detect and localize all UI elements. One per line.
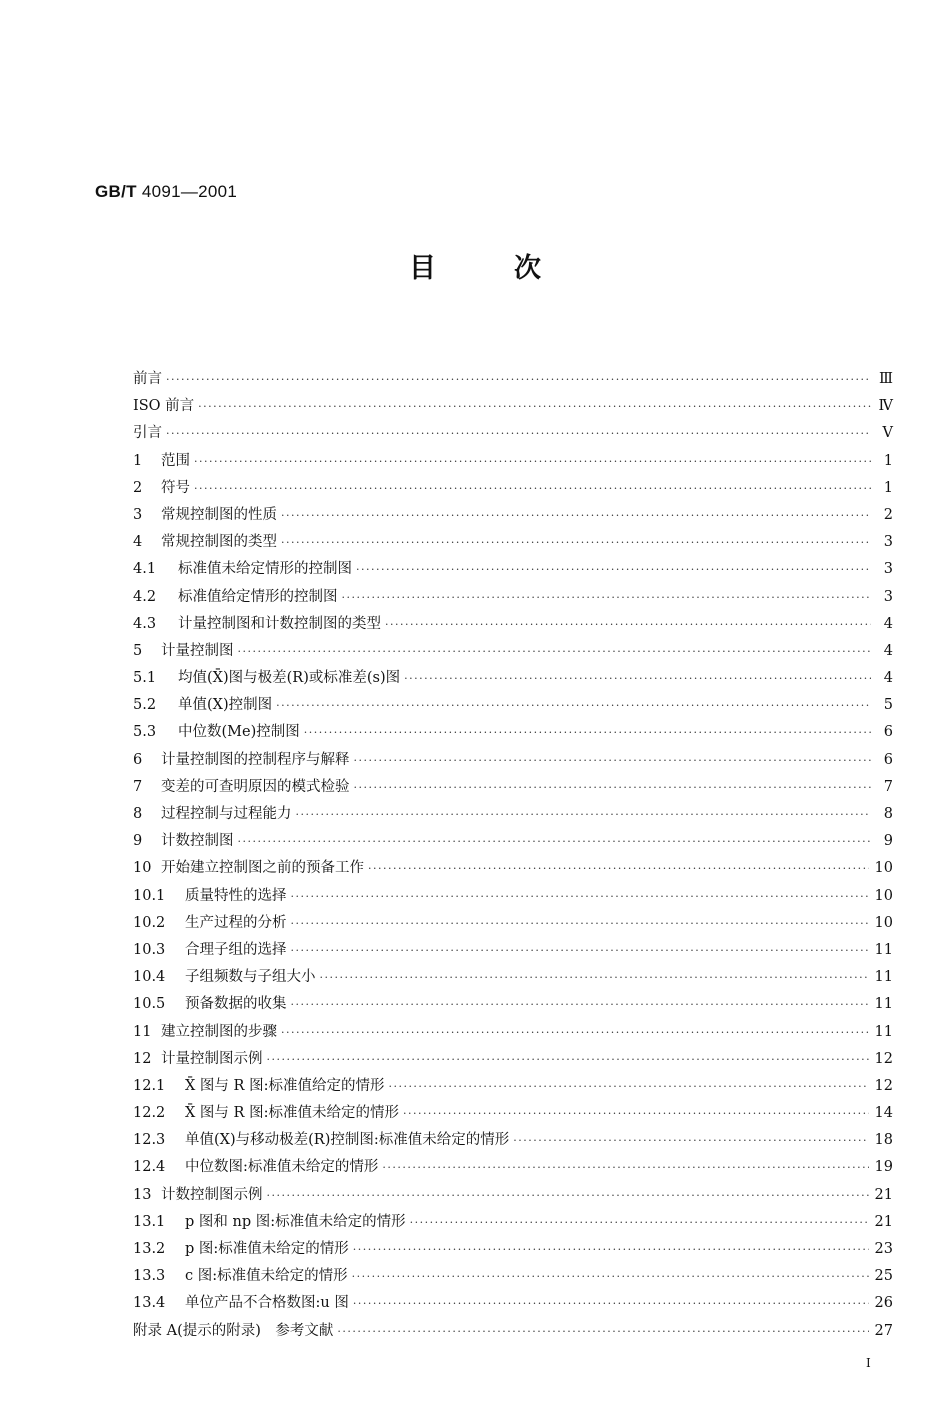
toc-entry-number: 5.1 (133, 670, 157, 687)
toc-entry[interactable] (133, 1073, 893, 1100)
toc-entry-page: 4 (883, 642, 893, 659)
toc-entry-page: 10 (874, 860, 893, 877)
toc-entry-number: 2 (133, 479, 143, 496)
toc-entry-label: p 图:标准值未给定的情形 (185, 1241, 349, 1257)
dot-leader (352, 1263, 869, 1290)
toc-entry-page: 1 (883, 479, 893, 496)
standard-code-prefix: GB/T (95, 182, 137, 201)
page-number: Ⅰ (866, 1356, 871, 1370)
toc-entry-number: 13 (133, 1186, 152, 1203)
dot-leader (194, 448, 871, 475)
dot-leader (281, 1019, 869, 1046)
toc-entry-number: 11 (133, 1023, 152, 1040)
dot-leader (296, 801, 872, 828)
dot-leader (238, 828, 872, 855)
toc-entry[interactable] (133, 1046, 893, 1073)
toc-entry-label: 标准值给定情形的控制图 (178, 588, 338, 605)
toc-entry[interactable] (133, 883, 893, 910)
dot-leader (276, 692, 871, 719)
dot-leader (337, 1318, 868, 1345)
dot-leader (304, 719, 871, 746)
dot-leader (291, 883, 869, 910)
dot-leader (403, 1100, 869, 1127)
dot-leader (267, 1046, 869, 1073)
toc-entry-page: 21 (874, 1213, 893, 1230)
toc-entry-page: 12 (874, 1077, 893, 1094)
dot-leader (166, 420, 871, 447)
toc-entry[interactable] (133, 1127, 893, 1154)
toc-entry[interactable] (133, 1263, 893, 1290)
toc-entry-page: 3 (883, 534, 893, 551)
toc-entry-label: 常规控制图的类型 (161, 534, 277, 551)
toc-entry-page: 23 (874, 1241, 893, 1257)
toc-entry-number: 10.1 (133, 887, 166, 904)
toc-entry-number: 4.2 (133, 588, 157, 605)
toc-entry-label: 前言 (133, 371, 162, 387)
toc-entry-number: 10.2 (133, 914, 166, 931)
toc-entry-page: Ⅳ (878, 398, 893, 415)
toc-entry-label: 计数控制图示例 (161, 1186, 263, 1203)
toc-entry-label: 计量控制图和计数控制图的类型 (178, 615, 381, 632)
toc-entry[interactable] (133, 638, 893, 665)
toc-entry-label: 子组频数与子组大小 (185, 969, 316, 986)
toc-entry-number: 13.4 (133, 1295, 166, 1312)
dot-leader (194, 475, 871, 502)
dot-leader (356, 556, 871, 583)
toc-entry-page: 4 (883, 615, 893, 632)
toc-entry-label: 标准值未给定情形的控制图 (178, 561, 352, 578)
toc-entry[interactable] (133, 910, 893, 937)
toc-entry[interactable] (133, 774, 893, 801)
toc-entry-label: 均值(X̄)图与极差(R)或标准差(s)图 (178, 670, 401, 687)
toc-entry-number: 6 (133, 751, 143, 768)
dot-leader (291, 937, 869, 964)
toc-entry-page: 11 (874, 941, 893, 958)
toc-entry[interactable] (133, 1154, 893, 1181)
dot-leader (354, 774, 872, 801)
toc-entry-label: 计数控制图 (161, 833, 234, 850)
toc-entry-page: 11 (874, 996, 893, 1013)
toc-entry-number: 13.3 (133, 1268, 166, 1285)
dot-leader (353, 1236, 869, 1263)
toc-entry-label: 单位产品不合格数图:u 图 (185, 1295, 349, 1312)
toc-entry-page: Ⅲ (879, 371, 893, 387)
toc-entry-page: 4 (883, 670, 893, 687)
dot-leader (281, 529, 871, 556)
toc-entry-number: 12.2 (133, 1105, 166, 1122)
dot-leader (354, 747, 872, 774)
toc-entry[interactable] (133, 611, 893, 638)
toc-entry-number: 12.4 (133, 1159, 166, 1176)
toc-entry-page: 8 (883, 806, 893, 822)
toc-entry-page: 18 (874, 1132, 893, 1149)
toc-entry-page: 19 (874, 1159, 893, 1176)
toc-entry-page: 21 (874, 1186, 893, 1203)
toc-entry-number: 9 (133, 833, 143, 850)
toc-entry-number: 10.5 (133, 996, 166, 1013)
standard-code-number: 4091—2001 (141, 182, 238, 201)
toc-entry[interactable] (133, 502, 893, 529)
dot-leader (291, 910, 869, 937)
toc-entry-label: 生产过程的分析 (185, 914, 287, 931)
toc-entry-label: 计量控制图的控制程序与解释 (161, 751, 350, 768)
dot-leader (513, 1127, 868, 1154)
toc-entry-number: 4 (133, 534, 143, 551)
toc-entry-label: X̄ 图与 R 图:标准值给定的情形 (185, 1077, 385, 1094)
toc-entry-page: 3 (883, 588, 893, 605)
toc-entry[interactable] (133, 719, 893, 746)
dot-leader (353, 1290, 869, 1317)
dot-leader (404, 665, 871, 692)
toc-entry[interactable] (133, 692, 893, 719)
toc-entry-number: 10.3 (133, 941, 166, 958)
toc-entry[interactable] (133, 1182, 893, 1209)
toc-entry[interactable] (133, 448, 893, 475)
toc-entry[interactable] (133, 1318, 893, 1345)
toc-entry[interactable] (133, 801, 893, 828)
toc-entry-label: 过程控制与过程能力 (161, 806, 292, 822)
toc-entry-page: 5 (883, 697, 893, 714)
toc-entry-label: 建立控制图的步骤 (161, 1023, 277, 1040)
toc-entry-number: 5.3 (133, 724, 157, 741)
toc-entry-page: 25 (874, 1268, 893, 1285)
toc-entry[interactable] (133, 1236, 893, 1263)
toc-entry-label: 单值(X)控制图 (178, 697, 273, 714)
toc-entry-number: 5 (133, 642, 143, 659)
toc-entry-number: 8 (133, 806, 143, 822)
dot-leader (368, 855, 869, 882)
toc-entry-label: X̄ 图与 R 图:标准值未给定的情形 (185, 1105, 399, 1122)
toc-entry-number: 4.3 (133, 615, 157, 632)
toc-entry-page: 3 (883, 561, 893, 578)
toc-entry[interactable] (133, 1290, 893, 1317)
toc-entry[interactable] (133, 855, 893, 882)
toc-entry-label: 质量特性的选择 (185, 887, 287, 904)
toc-entry[interactable] (133, 991, 893, 1018)
toc-entry-page: 11 (874, 1023, 893, 1040)
toc-entry[interactable] (133, 1019, 893, 1046)
toc-entry-page: 6 (883, 724, 893, 741)
toc-entry-number: 3 (133, 506, 143, 523)
toc-entry[interactable] (133, 393, 893, 420)
dot-leader (388, 1073, 868, 1100)
toc-entry-label: 计量控制图示例 (161, 1050, 263, 1067)
toc-entry-number: 10 (133, 860, 152, 877)
toc-entry[interactable] (133, 1209, 893, 1236)
toc-entry-number: 12.1 (133, 1077, 166, 1094)
dot-leader (238, 638, 872, 665)
toc-entry-label: 中位数(Me)控制图 (178, 724, 300, 741)
toc-entry-page: 10 (874, 914, 893, 931)
toc-entry-page: Ⅴ (882, 425, 893, 442)
toc-entry-label: 中位数图:标准值未给定的情形 (185, 1159, 379, 1176)
table-of-contents (133, 366, 893, 1345)
toc-entry[interactable] (133, 1100, 893, 1127)
toc-entry-page: 9 (883, 833, 893, 850)
toc-entry[interactable] (133, 584, 893, 611)
toc-entry-page: 10 (874, 887, 893, 904)
dot-leader (166, 366, 871, 393)
toc-entry-page: 1 (883, 452, 893, 469)
toc-entry-page: 14 (874, 1105, 893, 1122)
dot-leader (267, 1182, 869, 1209)
toc-entry-number: 7 (133, 778, 143, 795)
toc-entry-number: 12 (133, 1050, 152, 1067)
toc-entry[interactable] (133, 665, 893, 692)
toc-entry-page: 2 (883, 506, 893, 523)
toc-entry[interactable] (133, 366, 893, 393)
toc-entry-number: 13.1 (133, 1213, 166, 1230)
toc-entry-label: c 图:标准值未给定的情形 (185, 1268, 348, 1285)
toc-entry[interactable] (133, 964, 893, 991)
toc-entry-page: 27 (874, 1322, 893, 1339)
toc-entry-label: 合理子组的选择 (185, 941, 287, 958)
toc-entry-label: 范围 (161, 452, 190, 469)
toc-entry-label: 常规控制图的性质 (161, 506, 277, 523)
toc-entry-page: 7 (883, 778, 893, 795)
toc-entry[interactable] (133, 529, 893, 556)
toc-entry-number: 4.1 (133, 561, 157, 578)
toc-entry-label: 变差的可查明原因的模式检验 (161, 778, 350, 795)
toc-entry[interactable] (133, 747, 893, 774)
dot-leader (320, 964, 869, 991)
toc-entry[interactable] (133, 420, 893, 447)
dot-leader (385, 611, 871, 638)
toc-entry-number: 1 (133, 452, 143, 469)
toc-entry-number: 12.3 (133, 1132, 166, 1149)
toc-entry-number: 5.2 (133, 697, 157, 714)
toc-entry-label: 计量控制图 (161, 642, 234, 659)
dot-leader (291, 991, 869, 1018)
toc-entry-label: 符号 (161, 479, 190, 496)
toc-entry-label: 预备数据的收集 (185, 996, 287, 1013)
toc-entry[interactable] (133, 556, 893, 583)
toc-entry-page: 11 (874, 969, 893, 986)
standard-code (95, 182, 237, 202)
toc-entry-label: ISO 前言 (133, 398, 195, 415)
toc-entry-page: 6 (883, 751, 893, 768)
toc-entry-label: 单值(X)与移动极差(R)控制图:标准值未给定的情形 (185, 1132, 510, 1149)
toc-entry-number: 10.4 (133, 969, 166, 986)
dot-leader (198, 393, 871, 420)
toc-entry-label: 引言 (133, 425, 162, 442)
toc-entry-label: 开始建立控制图之前的预备工作 (161, 860, 364, 877)
toc-entry-page: 12 (874, 1050, 893, 1067)
toc-entry[interactable] (133, 828, 893, 855)
dot-leader (281, 502, 871, 529)
dot-leader (382, 1154, 868, 1181)
toc-entry[interactable] (133, 937, 893, 964)
toc-entry-page: 26 (874, 1295, 893, 1312)
toc-entry-label: 附录 A(提示的附录) 参考文献 (133, 1322, 334, 1339)
toc-entry-label: p 图和 np 图:标准值未给定的情形 (185, 1213, 406, 1230)
toc-entry-number: 13.2 (133, 1241, 166, 1257)
dot-leader (342, 584, 872, 611)
dot-leader (410, 1209, 869, 1236)
page-title: 目次 (409, 253, 619, 284)
toc-entry[interactable] (133, 475, 893, 502)
